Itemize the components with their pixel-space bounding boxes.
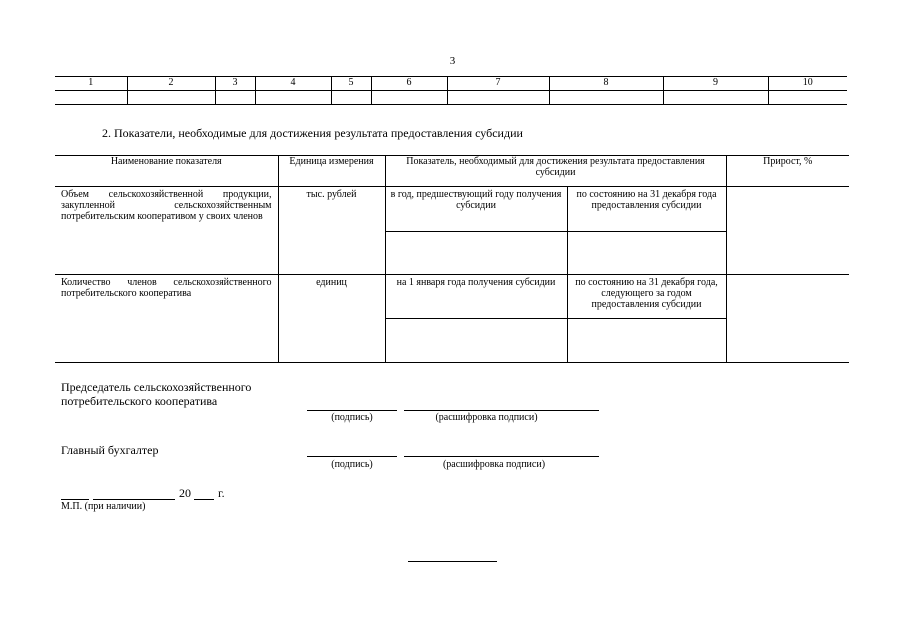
table-cell bbox=[55, 91, 127, 105]
header-growth: Прирост, % bbox=[726, 156, 849, 187]
table-cell bbox=[371, 91, 447, 105]
indicator-unit: тыс. рублей bbox=[278, 187, 385, 275]
indicator-period-1: в год, предшествующий году получения субсидии bbox=[385, 187, 567, 232]
table-row bbox=[55, 91, 847, 105]
signature-caption: (подпись) bbox=[331, 459, 373, 470]
month-line bbox=[93, 499, 175, 500]
table-cell bbox=[768, 91, 847, 105]
year-line bbox=[194, 499, 214, 500]
column-number: 2 bbox=[127, 77, 215, 91]
decoding-caption: (расшифровка подписи) bbox=[435, 412, 538, 423]
indicator-name: Количество членов сельскохозяйственного потребительского кооператива bbox=[55, 275, 278, 363]
signature-caption: (подпись) bbox=[331, 412, 373, 423]
accountant-label: Главный бухгалтер bbox=[61, 443, 159, 457]
column-number: 5 bbox=[331, 77, 371, 91]
section-title: 2. Показатели, необходимые для достижения результата предоставления субсидии bbox=[102, 126, 523, 140]
indicator-period-2: по состоянию на 31 декабря года, следующего за годом предоставления субсидии bbox=[567, 275, 726, 319]
table-row bbox=[55, 187, 849, 232]
indicators-table bbox=[55, 155, 849, 363]
signature-line bbox=[307, 456, 397, 457]
header-name: Наименование показателя bbox=[55, 156, 278, 187]
chairman-label: Председатель сельскохозяйственного потребительского кооператива bbox=[61, 380, 252, 408]
table-cell bbox=[663, 91, 768, 105]
table-cell bbox=[447, 91, 549, 105]
decoding-line bbox=[404, 456, 599, 457]
page-number: 3 bbox=[449, 55, 456, 67]
table-cell bbox=[549, 91, 663, 105]
column-number: 6 bbox=[371, 77, 447, 91]
end-divider bbox=[408, 561, 497, 562]
signature-line bbox=[307, 410, 397, 411]
table-header-row bbox=[55, 77, 847, 91]
column-number: 7 bbox=[447, 77, 549, 91]
year-prefix: 20 bbox=[179, 486, 191, 500]
header-indicator: Показатель, необходимый для достижения результата предоставления субсидии bbox=[385, 156, 726, 187]
decoding-caption: (расшифровка подписи) bbox=[442, 459, 546, 470]
table-cell bbox=[127, 91, 215, 105]
day-line bbox=[61, 499, 89, 500]
indicator-unit: единиц bbox=[278, 275, 385, 363]
table-row bbox=[55, 275, 849, 319]
columns-numbering-table bbox=[55, 76, 847, 105]
table-cell bbox=[215, 91, 255, 105]
column-number: 8 bbox=[549, 77, 663, 91]
column-number: 3 bbox=[215, 77, 255, 91]
value-cell bbox=[567, 232, 726, 275]
value-cell bbox=[385, 319, 567, 363]
indicator-period-2: по состоянию на 31 декабря года предоставления субсидии bbox=[567, 187, 726, 232]
value-cell bbox=[385, 232, 567, 275]
growth-cell bbox=[726, 187, 849, 275]
decoding-line bbox=[404, 410, 599, 411]
indicator-name: Объем сельскохозяйственной продукции, закупленной сельскохозяйственным потребительским кооперативом у своих членов bbox=[55, 187, 278, 275]
value-cell bbox=[567, 319, 726, 363]
header-unit: Единица измерения bbox=[278, 156, 385, 187]
table-cell bbox=[331, 91, 371, 105]
column-number: 4 bbox=[255, 77, 331, 91]
column-number: 10 bbox=[768, 77, 847, 91]
table-header-row bbox=[55, 156, 849, 187]
stamp-label: М.П. (при наличии) bbox=[61, 501, 146, 512]
growth-cell bbox=[726, 275, 849, 363]
year-suffix: г. bbox=[218, 486, 225, 500]
indicator-period-1: на 1 января года получения субсидии bbox=[385, 275, 567, 319]
column-number: 9 bbox=[663, 77, 768, 91]
table-cell bbox=[255, 91, 331, 105]
column-number: 1 bbox=[55, 77, 127, 91]
